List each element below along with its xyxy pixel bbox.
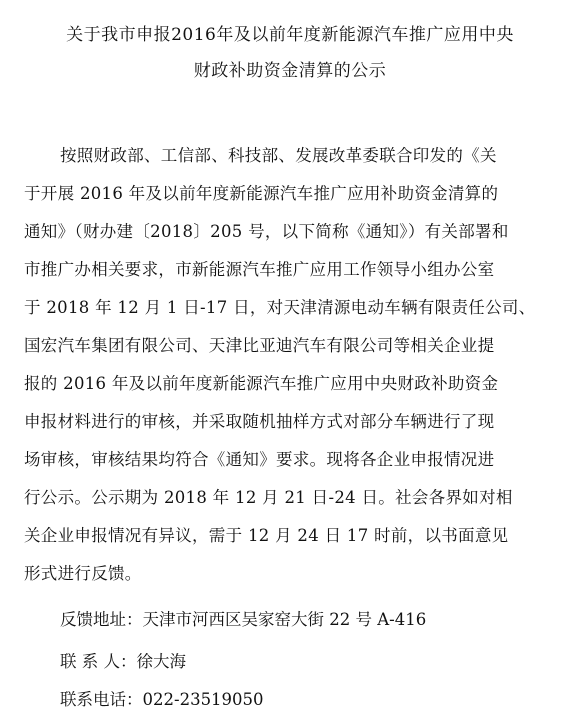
body-line: 报的 2016 年及以前年度新能源汽车推广应用中央财政补助资金 xyxy=(24,374,499,393)
contact-person: 联 系 人：徐大海 xyxy=(60,652,186,671)
body-line: 申报材料进行的审核，并采取随机抽样方式对部分车辆进行了现 xyxy=(24,412,495,431)
body-line: 场审核，审核结果均符合《通知》要求。现将各企业申报情况进 xyxy=(24,450,495,469)
contact-phone: 联系电话：022-23519050 xyxy=(60,690,264,709)
body-line: 按照财政部、工信部、科技部、发展改革委联合印发的《关 xyxy=(60,146,497,165)
body-line: 于 2018 年 12 月 1 日-17 日，对天津清源电动车辆有限责任公司、 xyxy=(24,298,536,317)
body-line: 通知》（财办建〔2018〕205 号，以下简称《通知》）有关部署和 xyxy=(24,222,509,241)
document-title-line-2: 财政补助资金清算的公示 xyxy=(193,61,387,81)
body-line: 行公示。公示期为 2018 年 12 月 21 日-24 日。社会各界如对相 xyxy=(24,488,513,507)
body-line: 关企业申报情况有异议，需于 12 月 24 日 17 时前，以书面意见 xyxy=(24,526,509,545)
body-line: 形式进行反馈。 xyxy=(24,564,142,583)
body-line: 市推广办相关要求，市新能源汽车推广应用工作领导小组办公室 xyxy=(24,260,495,279)
body-line: 于开展 2016 年及以前年度新能源汽车推广应用补助资金清算的 xyxy=(24,184,499,203)
feedback-address: 反馈地址：天津市河西区吴家窑大街 22 号 A-416 xyxy=(60,610,427,629)
document-title-line-1: 关于我市申报2016年及以前年度新能源汽车推广应用中央 xyxy=(66,25,514,45)
body-line: 国宏汽车集团有限公司、天津比亚迪汽车有限公司等相关企业提 xyxy=(24,336,495,355)
